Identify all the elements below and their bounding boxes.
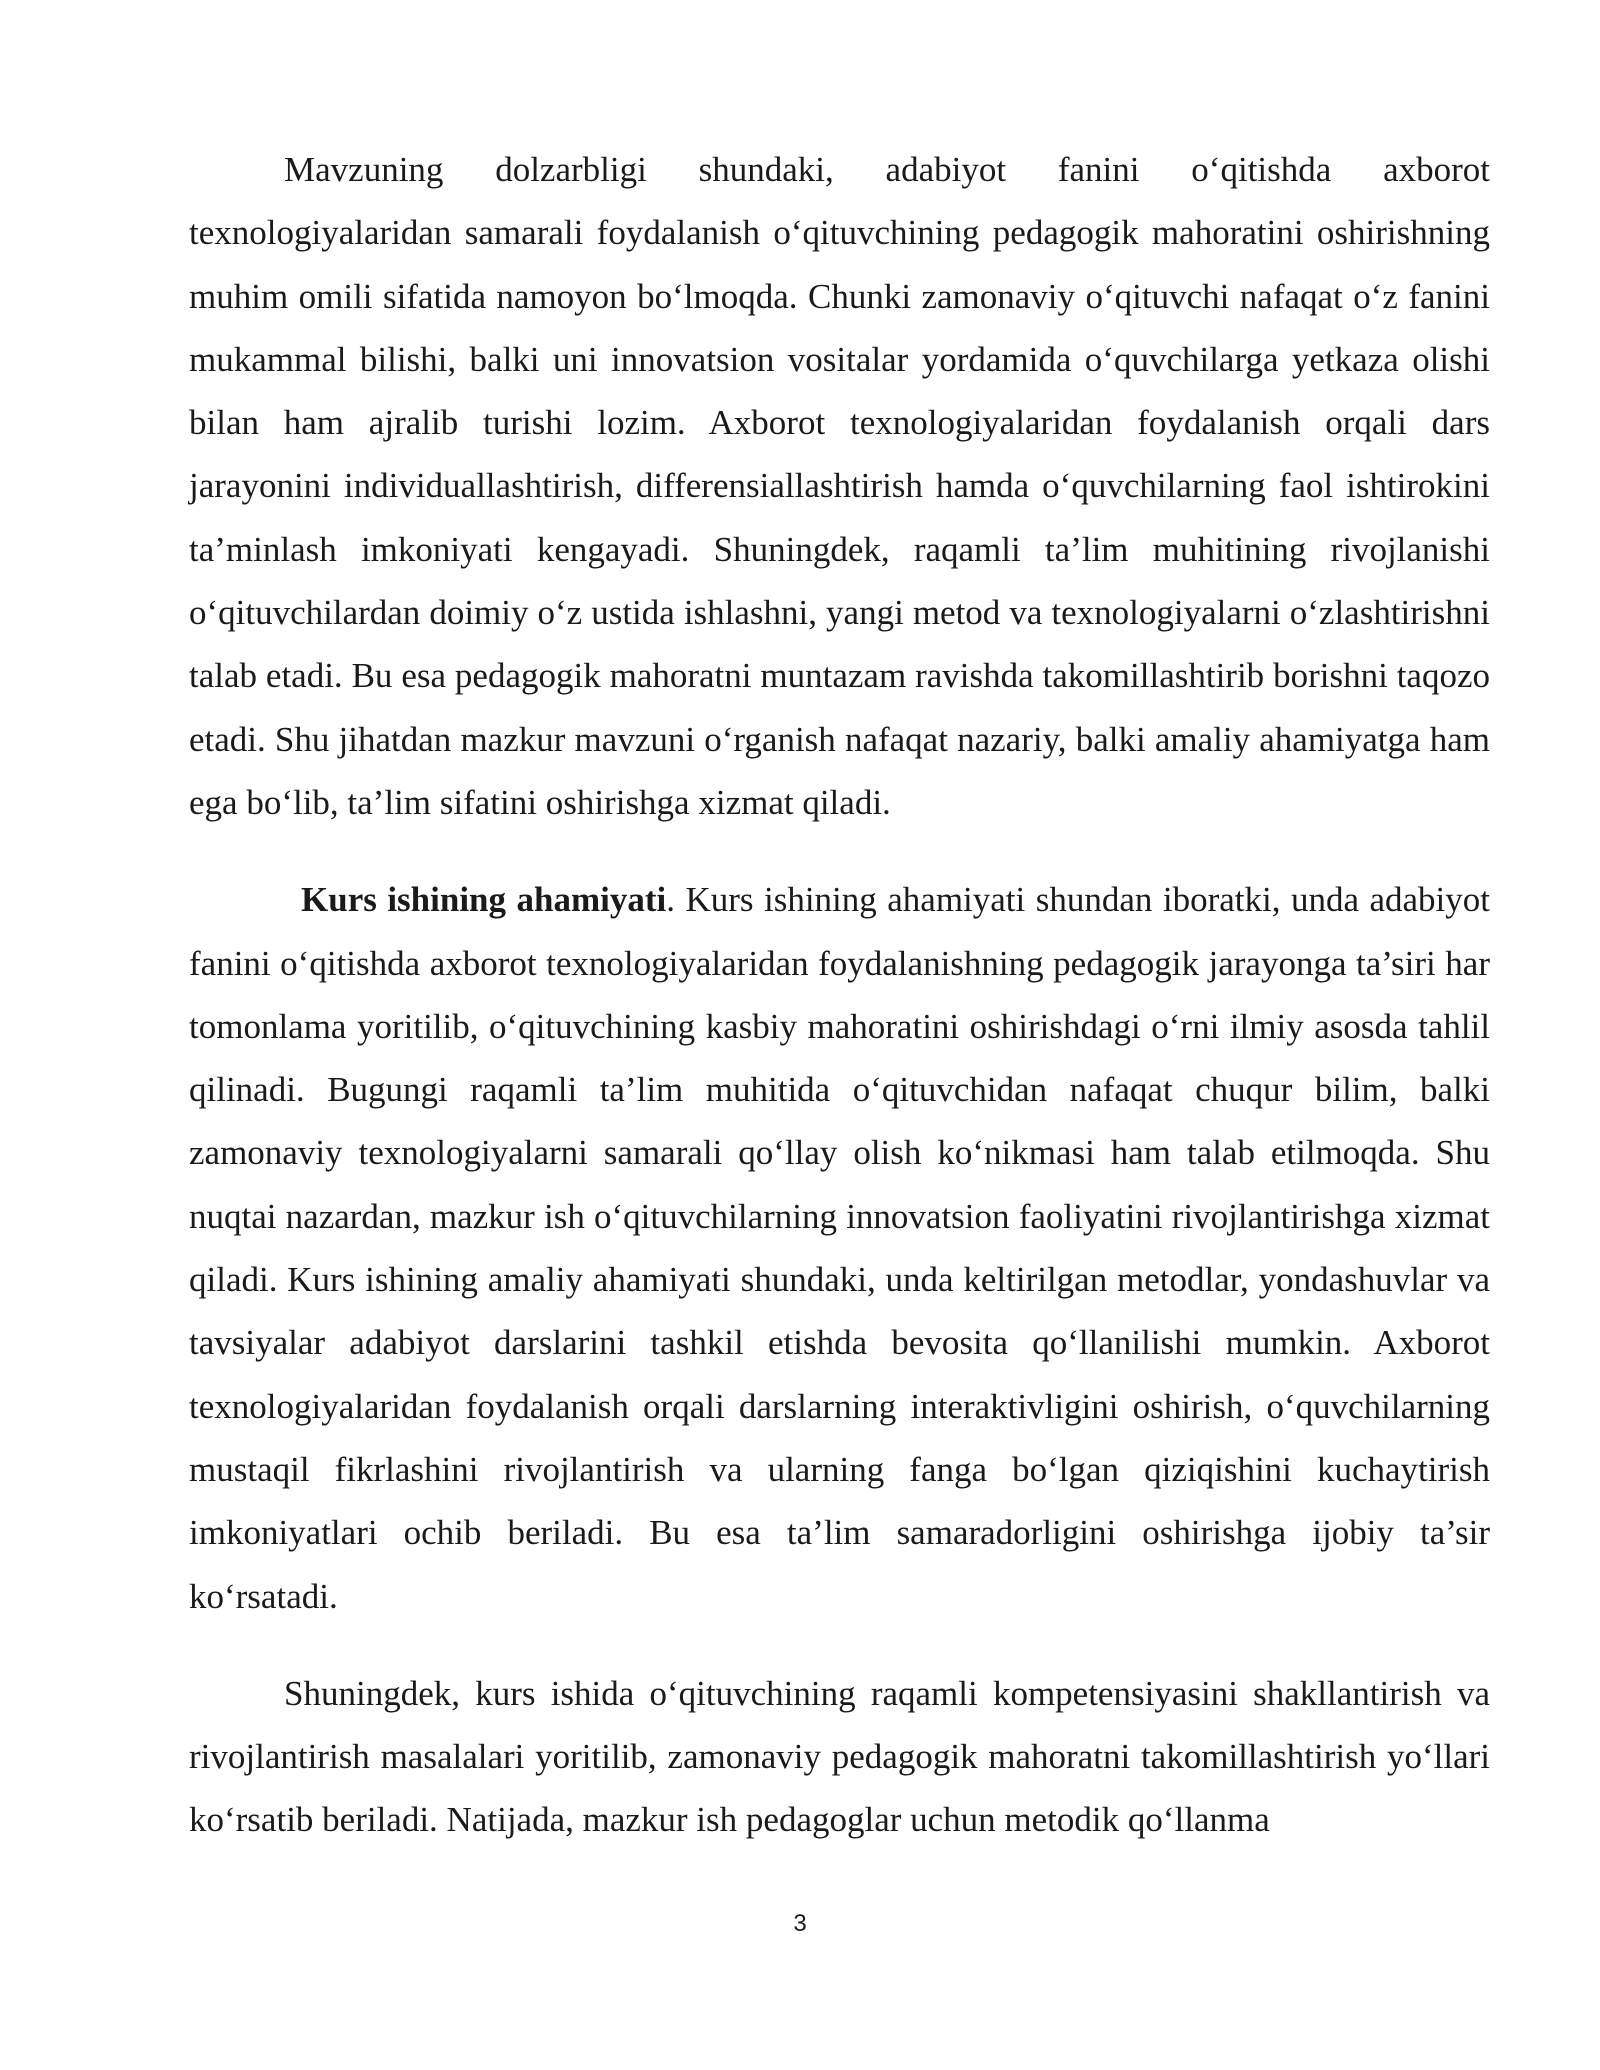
paragraph-competence — [189, 1662, 1490, 1852]
paragraph-importance — [189, 868, 1490, 1628]
inline-heading: Kurs ishining ahamiyati — [301, 880, 667, 920]
paragraph-text: Mavzuning dolzarbligi shundaki, adabiyot fanini o‘qitishda axborot texnologiyalaridan samarali foydalanish o‘qituvchining pedagogik mahoratini oshirishning muhim omili sifatida namoyon bo‘lmoqda. Chunki zamonaviy o‘qituvchi nafaqat o‘z fanini mukammal bilishi, balki uni innovatsion vositalar yordamida o‘quvchilarga yetkaza olishi bilan ham ajralib turishi lozim. Axborot texnologiyalaridan foydalanish orqali dars jarayonini individuallashtirish, differensiallashtirish hamda o‘quvchilarning faol ishtirokini ta’minlash imkoniyati kengayadi. Shuningdek, raqamli ta’lim muhitining rivojlanishi o‘qituvchilardan doimiy o‘z ustida ishlashni, yangi metod va texnologiyalarni o‘zlashtirishni talab etadi. Bu esa pedagogik mahoratni muntazam ravishda takomillashtirib borishni taqozo etadi. Shu jihatdan mazkur mavzuni o‘rganish nafaqat nazariy, balki amaliy ahamiyatga ham ega bo‘lib, ta’lim sifatini oshirishga xizmat qiladi. — [189, 150, 1490, 822]
paragraph-text: Shuningdek, kurs ishida o‘qituvchining raqamli kompetensiyasini shakllantirish va rivojlantirish masalalari yoritilib, zamonaviy pedagogik mahoratni takomillashtirish yo‘llari ko‘rsatib beriladi. Natijada, mazkur ish pedagoglar uchun metodik qo‘llanma — [189, 1673, 1490, 1840]
paragraph-text: . Kurs ishining ahamiyati shundan iboratki, unda adabiyot fanini o‘qitishda axborot texnologiyalaridan foydalanishning pedagogik jarayonga ta’siri har tomonlama yoritilib, o‘qituvchining kasbiy mahoratini oshirishdagi o‘rni ilmiy asosda tahlil qilinadi. Bugungi raqamli ta’lim muhitida o‘qituvchidan nafaqat chuqur bilim, balki zamonaviy texnologiyalarni samarali qo‘llay olish ko‘nikmasi ham talab etilmoqda. Shu nuqtai nazardan, mazkur ish o‘qituvchilarning innovatsion faoliyatini rivojlantirishga xizmat qiladi. Kurs ishining amaliy ahamiyati shundaki, unda keltirilgan metodlar, yondashuvlar va tavsiyalar adabiyot darslarini tashkil etishda bevosita qo‘llanilishi mumkin. Axborot texnologiyalaridan foydalanish orqali darslarning interaktivligini oshirish, o‘quvchilarning mustaqil fikrlashini rivojlantirish va ularning fanga bo‘lgan qiziqishini kuchaytirish imkoniyatlari ochib beriladi. Bu esa ta’lim samaradorligini oshirishga ijobiy ta’sir ko‘rsatadi. — [189, 880, 1490, 1616]
paragraph-relevance — [189, 138, 1490, 834]
page-number: 3 — [793, 1910, 807, 1937]
document-body — [189, 138, 1490, 1852]
